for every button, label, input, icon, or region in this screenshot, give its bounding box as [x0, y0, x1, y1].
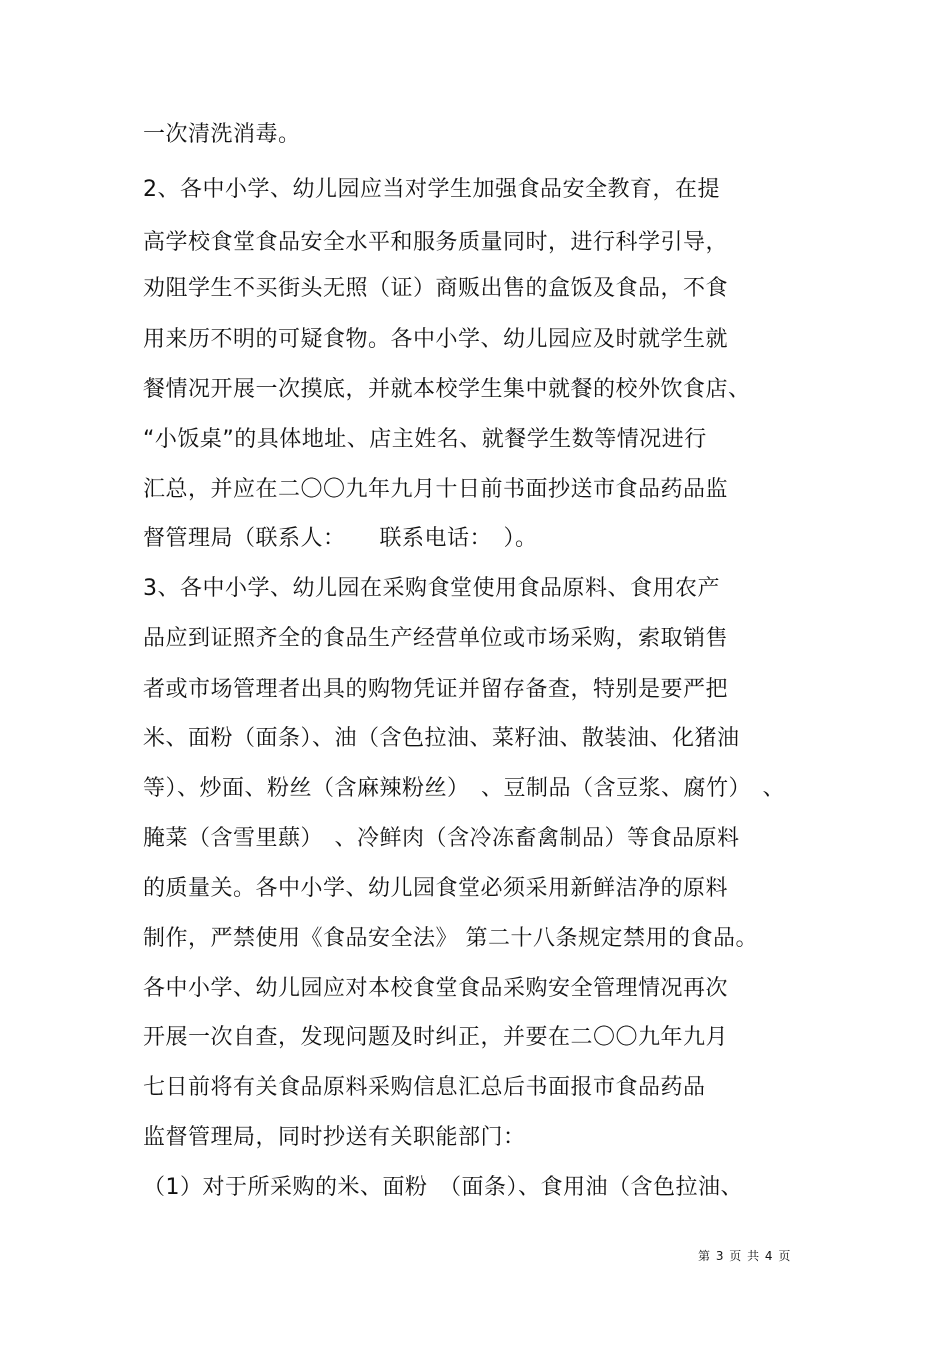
text-line: 汇总，并应在二〇〇九年九月十日前书面抄送市食品药品监: [143, 477, 729, 502]
text-line: 一次清洗消毒。: [143, 122, 301, 147]
text-line: 督管理局（联系人： 联系电话： ）。: [143, 526, 538, 551]
text-line: 者或市场管理者出具的购物凭证并留存备查，特别是要严把: [143, 677, 729, 702]
text-line: 2、各中小学、幼儿园应当对学生加强食品安全教育，在提: [143, 177, 720, 202]
page-number: 第 3 页 共 4 页: [698, 1249, 792, 1263]
text-line: 开展一次自查，发现问题及时纠正，并要在二〇〇九年九月: [143, 1025, 729, 1050]
text-line: 制作，严禁使用《食品安全法》 第二十八条规定禁用的食品。: [143, 926, 758, 951]
text-line: 各中小学、幼儿园应对本校食堂食品采购安全管理情况再次: [143, 976, 729, 1001]
text-line: 的质量关。各中小学、幼儿园食堂必须采用新鲜洁净的原料: [143, 876, 729, 901]
text-line: 3、各中小学、幼儿园在采购食堂使用食品原料、食用农产: [143, 576, 720, 601]
text-line: 高学校食堂食品安全水平和服务质量同时，进行科学引导，: [143, 230, 729, 255]
text-line: 餐情况开展一次摸底，并就本校学生集中就餐的校外饮食店、: [143, 377, 751, 402]
text-line: 腌菜（含雪里蕻） 、冷鲜肉（含冷冻畜禽制品）等食品原料: [143, 826, 740, 851]
text-line: 七日前将有关食品原料采购信息汇总后书面报市食品药品: [143, 1075, 706, 1100]
text-line: 监督管理局，同时抄送有关职能部门：: [143, 1125, 526, 1150]
text-line: 米、面粉（面条）、油（含色拉油、菜籽油、散装油、化猪油: [143, 726, 740, 751]
text-line: 品应到证照齐全的食品生产经营单位或市场采购，索取销售: [143, 626, 729, 651]
text-line: （1）对于所采购的米、面粉 （面条）、食用油（含色拉油、: [143, 1175, 743, 1200]
text-line: “小饭桌”的具体地址、店主姓名、就餐学生数等情况进行: [143, 427, 707, 452]
text-line: 等）、炒面、粉丝（含麻辣粉丝） 、豆制品（含豆浆、腐竹） 、: [143, 776, 786, 801]
text-line: 用来历不明的可疑食物。各中小学、幼儿园应及时就学生就: [143, 327, 729, 352]
text-line: 劝阻学生不买街头无照（证）商贩出售的盒饭及食品，不食: [143, 276, 729, 301]
